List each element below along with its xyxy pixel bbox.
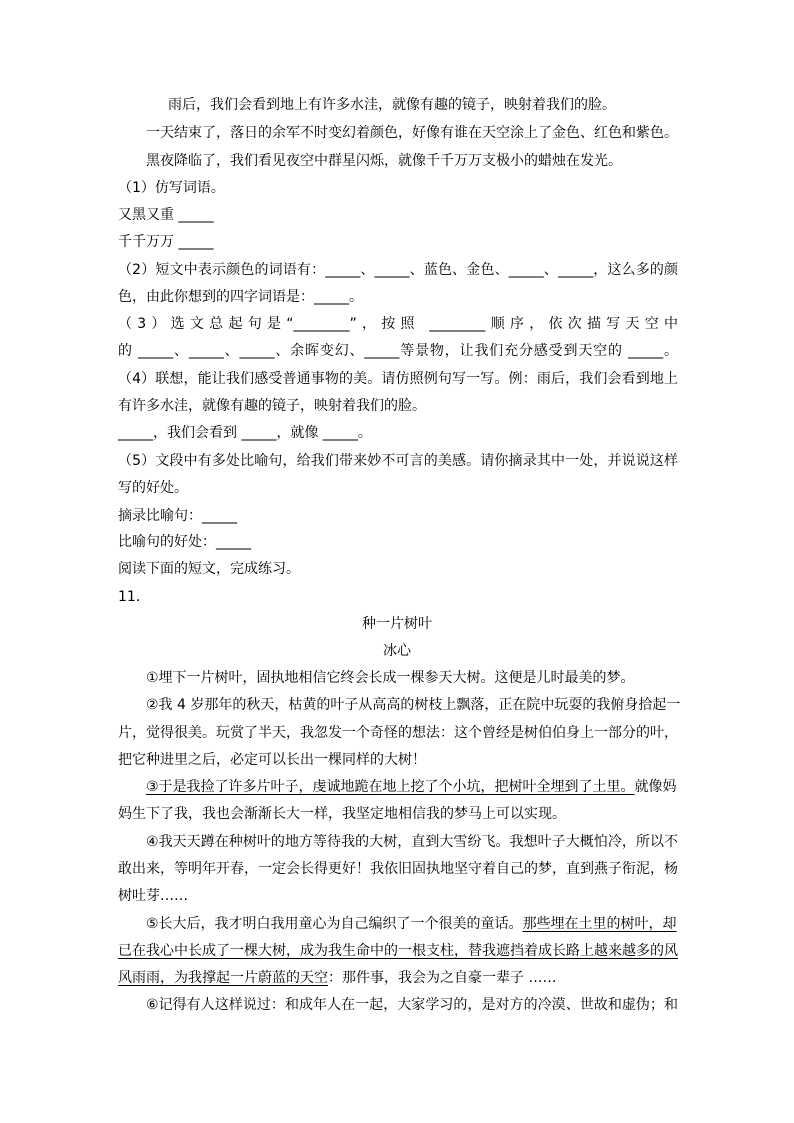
underlined-sentence: ③于是我捡了许多片叶子，虔诚地跪在地上挖了个小坑，把树叶全埋到了土里。: [146, 779, 635, 795]
underlined-sentence: 那些埋在土里的树叶，却: [522, 916, 677, 932]
passage-b-paragraph-2-line-3: 把它种进里之后，必定可以长出一棵同样的大树！: [118, 752, 426, 768]
passage-a-paragraph-1: 雨后，我们会看到地上有许多水洼，就像有趣的镜子，映射着我们的脸。: [168, 97, 616, 113]
question-5-line-1: （5）文段中有多处比喻句，给我们带来妙不可言的美感。请你摘录其中一处，并说说这样: [118, 453, 678, 469]
passage-b-paragraph-6-line-1: ⑥记得有人这样说过：和成年人在一起，大家学习的，是对方的冷漠、世故和虚伪；和: [146, 997, 678, 1013]
passage-title: 种一片树叶: [362, 616, 432, 632]
passage-b-paragraph-4-line-2: 敢出来，等明年开春，一定会长得更好！我依旧固执地坚守着自己的梦，直到燕子衔泥，杨: [118, 861, 678, 877]
passage-b-paragraph-4-line-1: ④我天天蹲在种树叶的地方等待我的大树，直到大雪纷飞。我想叶子大概怕冷，所以不: [146, 834, 678, 850]
question-2-line-1: （2）短文中表示颜色的词语有：_____、_____、蓝色、金色、_____、_____，这么多的颜: [118, 262, 678, 278]
passage-b-paragraph-2-line-2: 片，觉得很美。玩赏了半天，我忽发一个奇怪的想法：这个曾经是树伯伯身上一部分的叶，: [118, 725, 678, 741]
question-4-line-3: _____，我们会看到 _____，就像 _____。: [118, 425, 372, 441]
question-1: （1）仿写词语。: [118, 180, 225, 196]
underlined-sentence: 风雨雨，为我撑起一片蔚蓝的天空: [118, 970, 328, 986]
question-3-line-1: （3）选文总起句是“________”，按照 ________顺序，依次描写天空中: [118, 316, 678, 332]
question-number: 11．: [118, 589, 150, 605]
passage-b-paragraph-4-line-3: 树吐芽……: [118, 888, 188, 904]
question-5-item-a: 摘录比喻句：_____: [118, 508, 237, 524]
passage-b-paragraph-3-line-2: 妈生下了我，我也会渐渐长大一样，我坚定地相信我的梦马上可以实现。: [118, 806, 566, 822]
passage-a-paragraph-3: 黑夜降临了，我们看见夜空中群星闪烁，就像千千万万支极小的蜡烛在发光。: [146, 153, 622, 169]
passage-b-paragraph-5-line-1: [146, 914, 678, 934]
question-1-item-b: 千千万万 _____: [118, 234, 214, 250]
reading-instruction: 阅读下面的短文，完成练习。: [118, 561, 300, 577]
question-4-line-1: （4）联想，能让我们感受普通事物的美。请仿照例句写一写。例：雨后，我们会看到地上: [118, 371, 678, 387]
question-3-line-2: 的 _____、_____、_____、余晖变幻、_____等景物，让我们充分感受到天空的 _____。: [118, 343, 678, 359]
passage-b-paragraph-1: ①埋下一片树叶，固执地相信它终会长成一棵参天大树。这便是儿时最美的梦。: [146, 670, 635, 686]
passage-b-paragraph-5-line-2: 已在我心中长成了一棵大树，成为我生命中的一根支柱，替我遮挡着成长路上越来越多的风: [118, 943, 678, 959]
paragraph-5-plain-text: ⑤长大后，我才明白我用童心为自己编织了一个很美的童话。: [146, 916, 523, 932]
passage-b-paragraph-2-line-1: ②我 4 岁那年的秋天，枯黄的叶子从高高的树枝上飘落，正在院中玩耍的我俯身拾起一: [146, 697, 681, 713]
question-1-item-a: 又黑又重 _____: [118, 207, 214, 223]
question-4-line-2: 有许多水洼，就像有趣的镜子，映射着我们的脸。: [118, 398, 426, 414]
question-5-line-2: 写的好处。: [118, 480, 188, 496]
passage-b-paragraph-3-line-1: [146, 777, 678, 797]
question-5-item-b: 比喻句的好处：_____: [118, 534, 251, 550]
paragraph-3-continuation: 就像妈: [634, 779, 677, 795]
question-2-line-2: 色，由此你想到的四字词语是：_____。: [118, 289, 363, 305]
passage-b-paragraph-5-line-3: [118, 968, 678, 988]
passage-a-paragraph-2: 一天结束了，落日的余军不时变幻着颜色，好像有谁在天空涂上了金色、红色和紫色。: [146, 125, 678, 141]
passage-author: 冰心: [383, 643, 411, 659]
paragraph-5-continuation: ：那件事，我会为之自豪一辈子 ……: [328, 970, 557, 986]
